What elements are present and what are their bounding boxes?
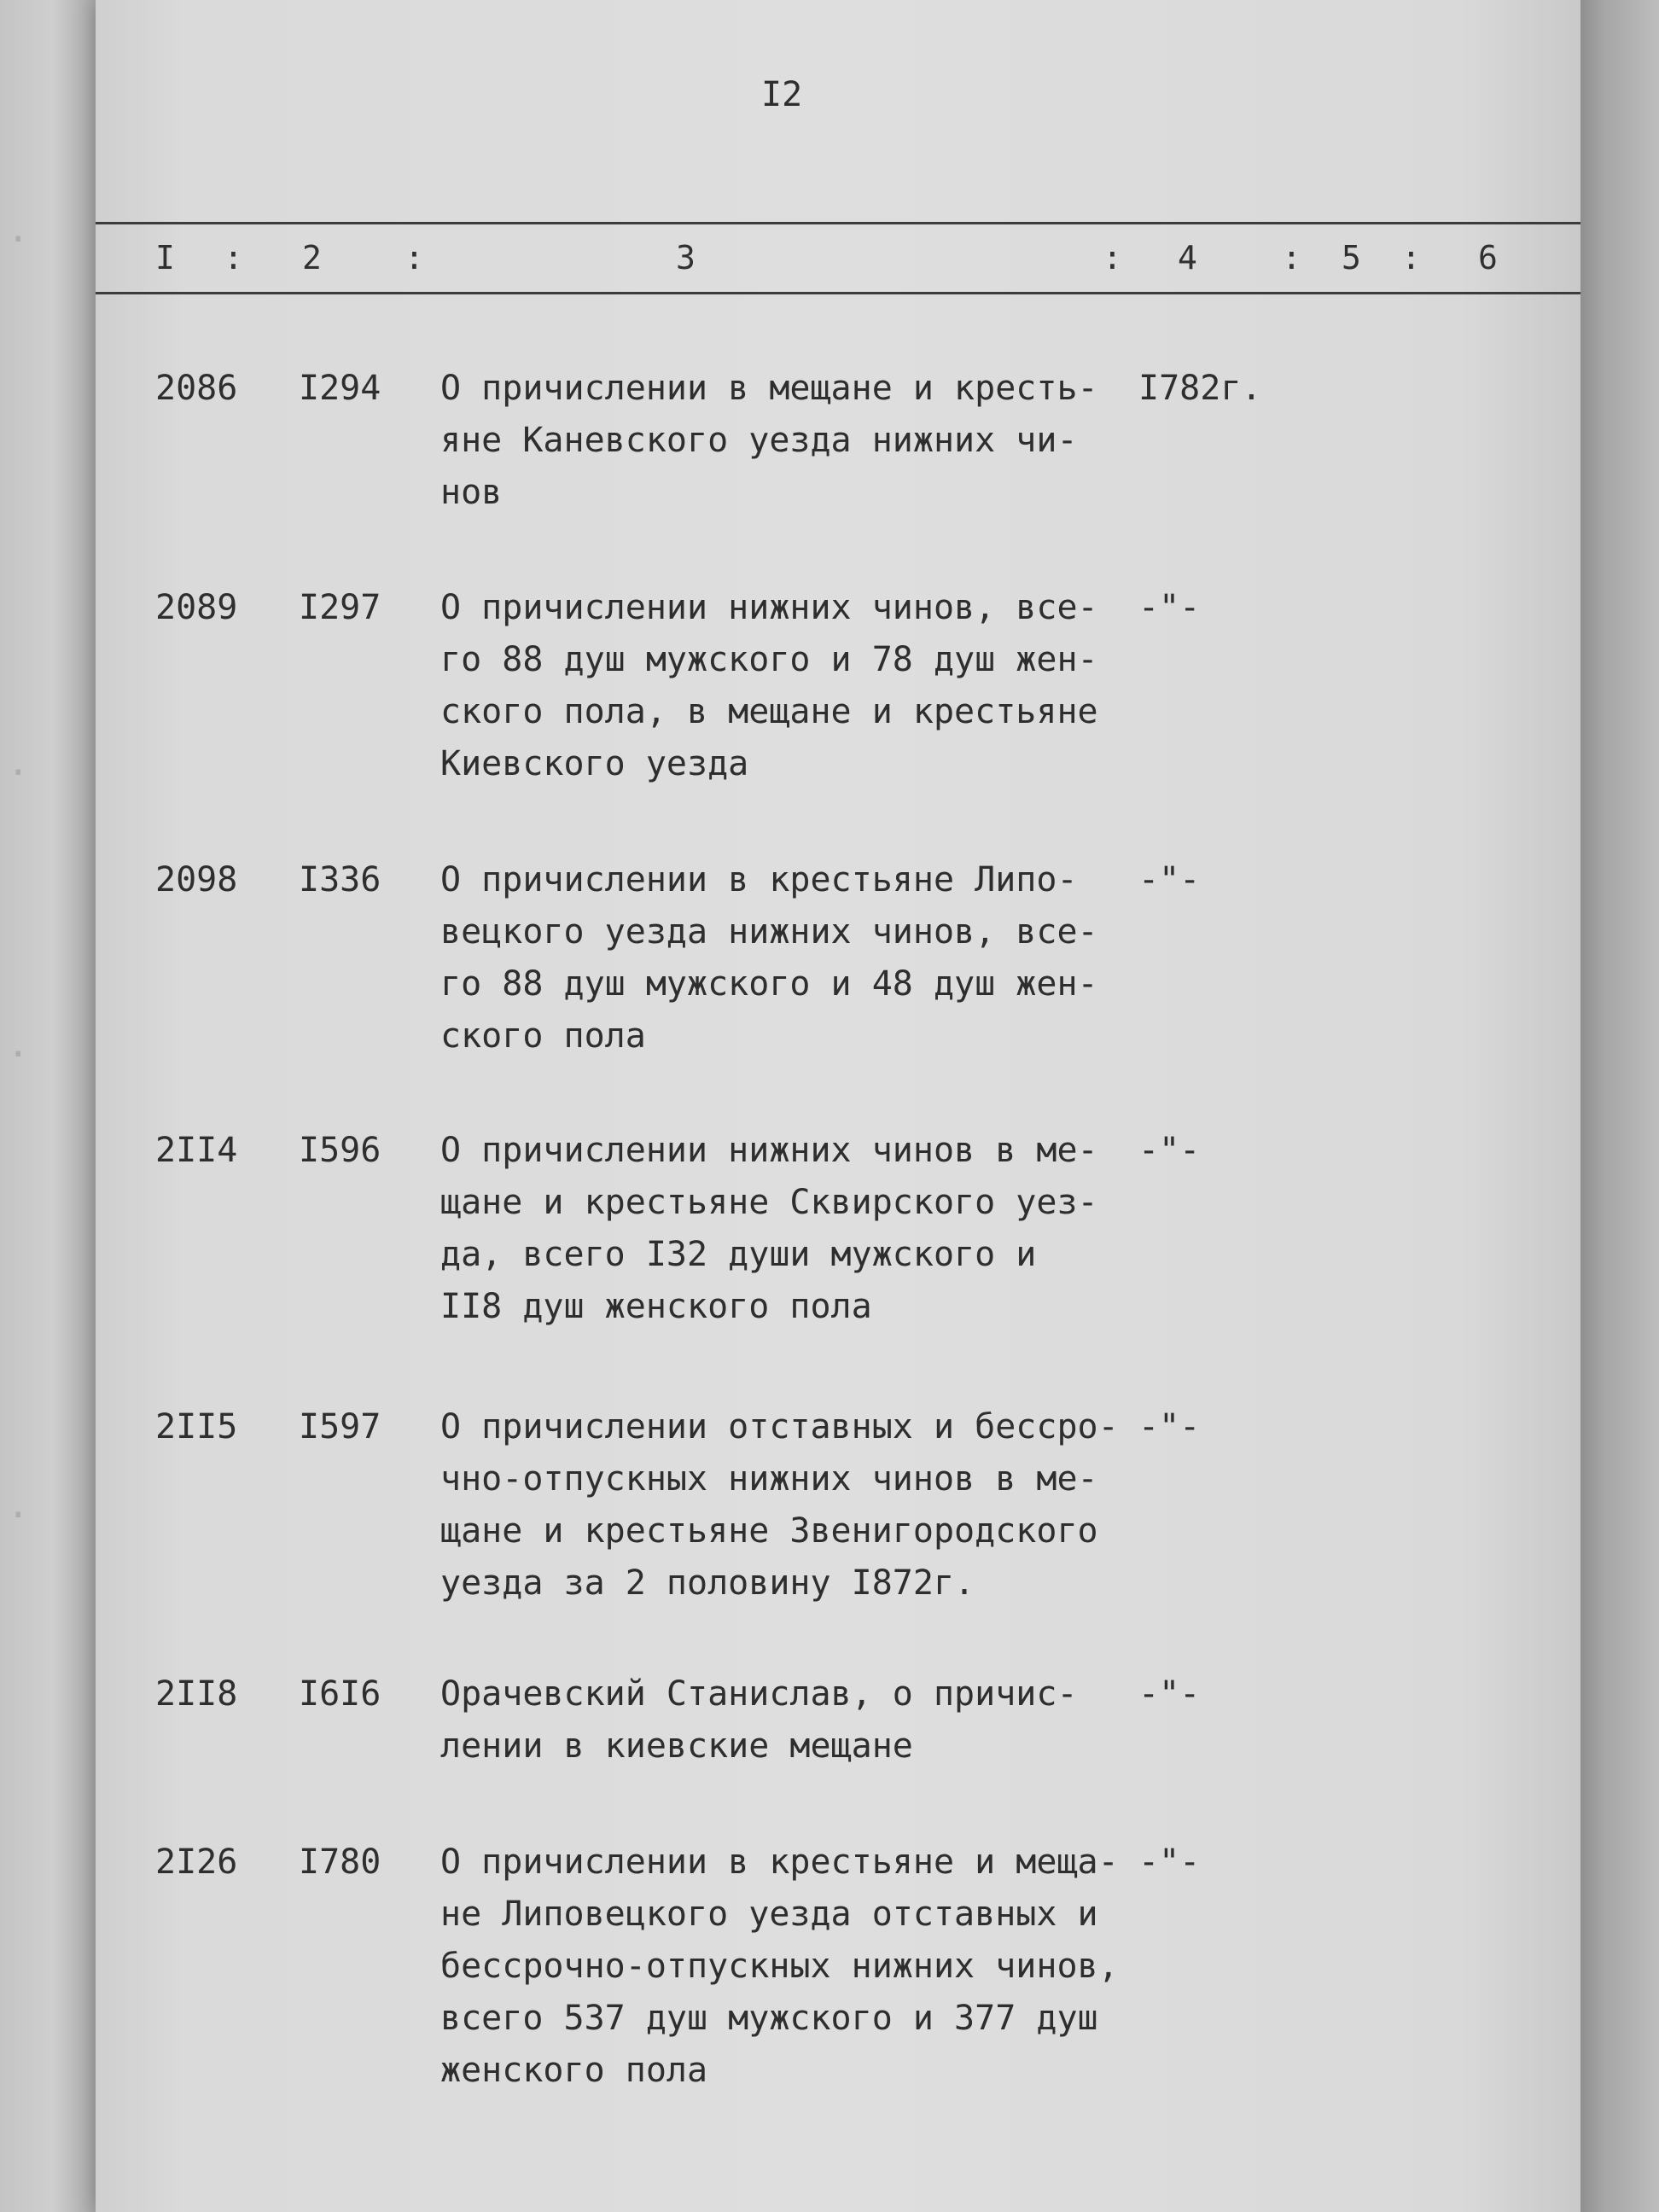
- description-line: го 88 душ мужского и 78 душ жен-: [440, 640, 1098, 679]
- description-line: ского пола: [440, 1016, 646, 1056]
- adjacent-page-bleed: ·: [7, 751, 32, 795]
- entry-number: 2I26: [155, 1842, 238, 1882]
- description-line: вецкого уезда нижних чинов, все-: [440, 912, 1098, 952]
- header-rule-bottom: [96, 292, 1580, 294]
- page-edge-shadow: [1580, 0, 1659, 2212]
- description-line: чно-отпускных нижних чинов в ме-: [440, 1459, 1098, 1499]
- entry-date: -"-: [1138, 1674, 1201, 1714]
- description-line: женского пола: [440, 2051, 708, 2090]
- entry-description: [440, 1837, 1119, 2097]
- description-line: Орачевский Станислав, о причис-: [440, 1674, 1078, 1714]
- entry-number: 2098: [155, 860, 238, 899]
- case-number: I294: [299, 369, 381, 408]
- header-rule-top: [96, 222, 1580, 224]
- entry-description: [440, 582, 1098, 790]
- entry-number: 2II8: [155, 1674, 238, 1714]
- description-line: ского пола, в мещане и крестьяне: [440, 692, 1098, 731]
- entry-description: [440, 1401, 1119, 1610]
- description-line: О причислении отставных и бессро-: [440, 1407, 1119, 1447]
- column-header-6: 6: [1478, 239, 1498, 276]
- description-line: нов: [440, 473, 503, 512]
- description-line: О причислении в крестьяне и меща-: [440, 1842, 1119, 1882]
- column-separator: :: [224, 239, 243, 276]
- description-line: II8 душ женского пола: [440, 1287, 872, 1326]
- description-line: Киевского уезда: [440, 744, 749, 783]
- description-line: щане и крестьяне Сквирского уез-: [440, 1183, 1098, 1222]
- case-number: I6I6: [299, 1674, 381, 1714]
- column-header-1: I: [155, 239, 175, 276]
- entry-date: -"-: [1138, 1131, 1201, 1170]
- description-line: О причислении нижних чинов, все-: [440, 588, 1098, 627]
- entry-number: 2II5: [155, 1407, 238, 1447]
- page-number: I2: [761, 75, 803, 114]
- description-line: всего 537 душ мужского и 377 душ: [440, 1999, 1098, 2038]
- description-line: да, всего I32 души мужского и: [440, 1235, 1037, 1274]
- description-line: щане и крестьяне Звенигородского: [440, 1511, 1098, 1551]
- description-line: О причислении в крестьяне Липо-: [440, 860, 1078, 899]
- entry-number: 2089: [155, 588, 238, 627]
- case-number: I780: [299, 1842, 381, 1882]
- description-line: не Липовецкого уезда отставных и: [440, 1895, 1098, 1934]
- entry-date: -"-: [1138, 1407, 1201, 1447]
- description-line: О причислении нижних чинов в ме-: [440, 1131, 1098, 1170]
- adjacent-page-bleed: ·: [7, 218, 32, 261]
- column-header-5: 5: [1342, 239, 1361, 276]
- adjacent-page-bleed: ·: [7, 1493, 32, 1537]
- description-line: яне Каневского уезда нижних чи-: [440, 421, 1078, 460]
- case-number: I297: [299, 588, 381, 627]
- column-separator: :: [1401, 239, 1421, 276]
- column-separator: :: [1282, 239, 1301, 276]
- column-separator: :: [405, 239, 424, 276]
- entry-description: [440, 854, 1098, 1062]
- column-separator: :: [1103, 239, 1122, 276]
- case-number: I597: [299, 1407, 381, 1447]
- description-line: бессрочно-отпускных нижних чинов,: [440, 1947, 1119, 1986]
- column-header-3: 3: [676, 239, 696, 276]
- entry-number: 2086: [155, 369, 238, 408]
- column-header-4: 4: [1178, 239, 1197, 276]
- adjacent-page-bleed: ·: [7, 1033, 32, 1076]
- description-line: уезда за 2 половину I872г.: [440, 1563, 975, 1603]
- entry-date: -"-: [1138, 860, 1201, 899]
- document-page: [96, 0, 1580, 2212]
- adjacent-page-strip: [0, 0, 96, 2212]
- description-line: го 88 душ мужского и 48 душ жен-: [440, 964, 1098, 1004]
- entry-description: [440, 1668, 1078, 1773]
- column-header-2: 2: [302, 239, 322, 276]
- description-line: лении в киевские мещане: [440, 1726, 913, 1766]
- entry-date: I782г.: [1138, 369, 1262, 408]
- entry-date: -"-: [1138, 588, 1201, 627]
- entry-description: [440, 1125, 1098, 1333]
- entry-number: 2II4: [155, 1131, 238, 1170]
- description-line: О причислении в мещане и кресть-: [440, 369, 1098, 408]
- case-number: I336: [299, 860, 381, 899]
- entry-date: -"-: [1138, 1842, 1201, 1882]
- case-number: I596: [299, 1131, 381, 1170]
- entry-description: [440, 363, 1098, 519]
